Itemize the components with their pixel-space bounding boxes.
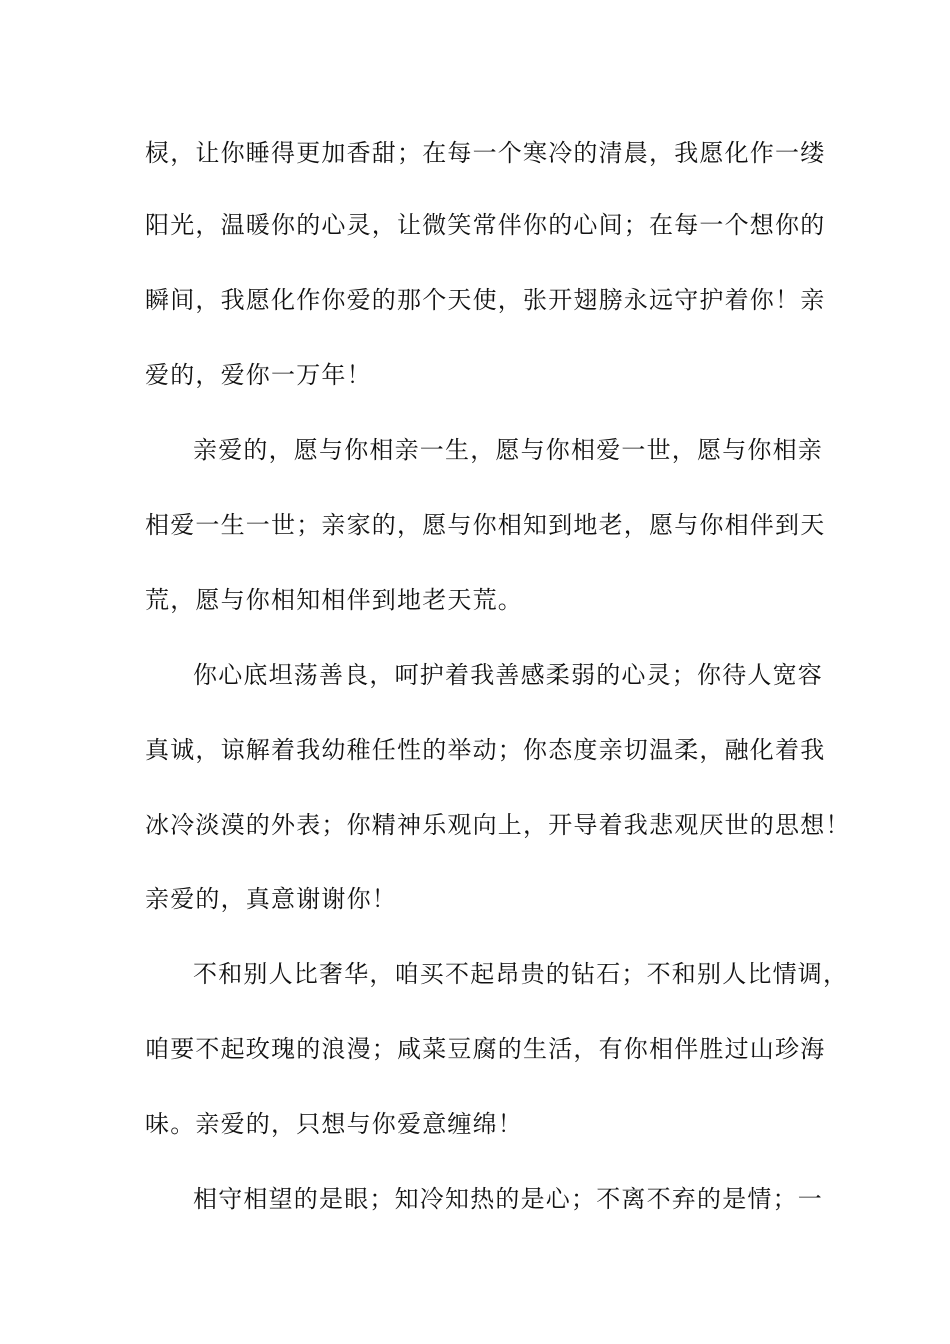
text-line: 爱的，爱你一万年！ (145, 361, 372, 389)
text-line: 荒，愿与你相知相伴到地老天荒。 (145, 586, 523, 614)
text-line: 咱要不起玫瑰的浪漫；咸菜豆腐的生活，有你相伴胜过山珍海 (145, 1035, 826, 1063)
text-line: 棂，让你睡得更加香甜；在每一个寒冷的清晨，我愿化作一缕 (145, 139, 826, 167)
text-line: 亲爱的，真意谢谢你！ (145, 885, 397, 913)
text-line: 味。亲爱的，只想与你爱意缠绵！ (145, 1110, 523, 1138)
paragraph-first-line: 你心底坦荡善良，呵护着我善感柔弱的心灵；你待人宽容 (193, 661, 823, 689)
paragraph-first-line: 不和别人比奢华，咱买不起昂贵的钻石；不和别人比情调， (193, 960, 849, 988)
text-line: 冰冷淡漠的外表；你精神乐观向上，开导着我悲观厌世的思想！ (145, 811, 851, 839)
text-line: 瞬间，我愿化作你爱的那个天使，张开翅膀永远守护着你！亲 (145, 286, 826, 314)
paragraph-first-line: 亲爱的，愿与你相亲一生，愿与你相爱一世，愿与你相亲 (193, 436, 823, 464)
text-line: 真诚，谅解着我幼稚任性的举动；你态度亲切温柔，融化着我 (145, 736, 826, 764)
text-line: 阳光，温暖你的心灵，让微笑常伴你的心间；在每一个想你的 (145, 211, 826, 239)
paragraph-first-line: 相守相望的是眼；知冷知热的是心；不离不弃的是情；一 (193, 1185, 823, 1213)
text-line: 相爱一生一世；亲家的，愿与你相知到地老，愿与你相伴到天 (145, 511, 826, 539)
